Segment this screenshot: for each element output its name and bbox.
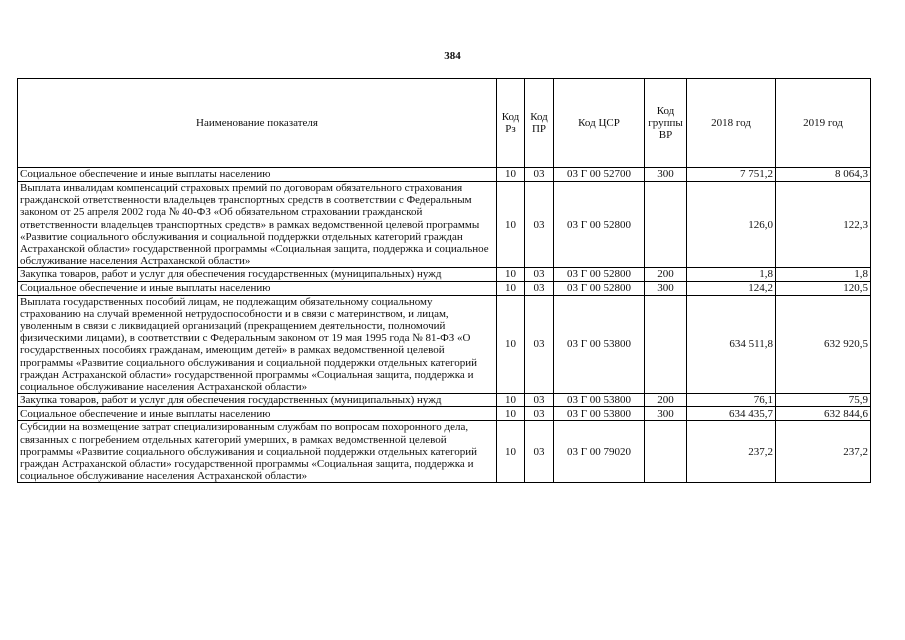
row-rz: 10	[497, 394, 525, 407]
row-rz: 10	[497, 421, 525, 483]
page-number: 384	[444, 50, 461, 62]
row-rz: 10	[497, 281, 525, 295]
row-pr: 03	[525, 295, 554, 394]
row-vr: 200	[645, 394, 687, 407]
row-2019: 120,5	[776, 281, 871, 295]
row-pr: 03	[525, 168, 554, 182]
row-csr: 03 Г 00 53800	[554, 394, 645, 407]
header-pr: Код ПР	[525, 79, 554, 168]
header-vr: Код группы ВР	[645, 79, 687, 168]
table-row	[18, 407, 871, 421]
row-pr: 03	[525, 407, 554, 421]
row-pr: 03	[525, 281, 554, 295]
row-vr	[645, 421, 687, 483]
row-rz: 10	[497, 268, 525, 281]
row-2019: 75,9	[776, 394, 871, 407]
table-row	[18, 421, 871, 483]
row-2018: 126,0	[687, 182, 776, 268]
table-row	[18, 281, 871, 295]
row-2019: 632 844,6	[776, 407, 871, 421]
row-vr: 200	[645, 268, 687, 281]
row-2019: 1,8	[776, 268, 871, 281]
row-csr: 03 Г 00 79020	[554, 421, 645, 483]
header-rz: Код Рз	[497, 79, 525, 168]
row-vr	[645, 295, 687, 394]
row-2018: 7 751,2	[687, 168, 776, 182]
row-2019: 632 920,5	[776, 295, 871, 394]
row-rz: 10	[497, 407, 525, 421]
row-2018: 1,8	[687, 268, 776, 281]
row-vr: 300	[645, 168, 687, 182]
table-row	[18, 168, 871, 182]
row-rz: 10	[497, 295, 525, 394]
row-rz: 10	[497, 182, 525, 268]
row-name: Выплата инвалидам компенсаций страховых премий по договорам обязательного страхования гражданской ответственности владельцев транспортных средств в соответствии с Федеральным законом от 25 апреля 2002 года № 40-ФЗ «Об обязательном страховании гражданской ответственности владельцев транспортных средств» в рамках ведомственной целевой программы «Развитие социального обслуживания и социальной поддержки отдельных категорий граждан Астраханской области» государственной программы «Социальная защита, поддержка и социальное обслуживание населения Астраханской области»	[18, 182, 497, 268]
row-name: Закупка товаров, работ и услуг для обеспечения государственных (муниципальных) нужд	[18, 268, 497, 281]
row-csr: 03 Г 00 52800	[554, 268, 645, 281]
row-pr: 03	[525, 394, 554, 407]
table-row	[18, 182, 871, 268]
row-pr: 03	[525, 268, 554, 281]
row-csr: 03 Г 00 52700	[554, 168, 645, 182]
row-name: Субсидии на возмещение затрат специализированным службам по вопросам похоронного дела, связанных с погребением отдельных категорий умерших, в рамках ведомственной целевой программы «Развитие социального обслуживания и социальной поддержки отдельных категорий граждан Астраханской области» государственной программы «Социальная защита, поддержка и социальное обслуживание населения Астраханской области»	[18, 421, 497, 483]
row-name: Выплата государственных пособий лицам, не подлежащим обязательному социальному страхованию на случай временной нетрудоспособности и в связи с материнством, и лицам, уволенным в связи с ликвидацией организаций (прекращением деятельности, полномочий физическими лицами), в соответствии с Федеральным законом от 19 мая 1995 года № 81-ФЗ «О государственных пособиях гражданам, имеющим детей» в рамках ведомственной целевой программы «Развитие социального обслуживания и социальной поддержки отдельных категорий граждан Астраханской области» государственной программы «Социальная защита, поддержка и социальное обслуживание населения Астраханской области»	[18, 295, 497, 394]
header-name: Наименование показателя	[18, 79, 497, 168]
row-2018: 76,1	[687, 394, 776, 407]
row-name: Социальное обеспечение и иные выплаты населению	[18, 407, 497, 421]
row-vr: 300	[645, 281, 687, 295]
row-rz: 10	[497, 168, 525, 182]
table-row	[18, 268, 871, 281]
row-2018: 634 511,8	[687, 295, 776, 394]
table-row	[18, 394, 871, 407]
row-name: Закупка товаров, работ и услуг для обеспечения государственных (муниципальных) нужд	[18, 394, 497, 407]
budget-table	[17, 78, 871, 483]
row-2018: 237,2	[687, 421, 776, 483]
row-pr: 03	[525, 182, 554, 268]
row-2019: 122,3	[776, 182, 871, 268]
row-csr: 03 Г 00 53800	[554, 295, 645, 394]
row-csr: 03 Г 00 52800	[554, 281, 645, 295]
row-csr: 03 Г 00 52800	[554, 182, 645, 268]
header-2018: 2018 год	[687, 79, 776, 168]
row-2018: 124,2	[687, 281, 776, 295]
row-2019: 8 064,3	[776, 168, 871, 182]
row-csr: 03 Г 00 53800	[554, 407, 645, 421]
table-row	[18, 295, 871, 394]
row-name: Социальное обеспечение и иные выплаты населению	[18, 281, 497, 295]
row-2018: 634 435,7	[687, 407, 776, 421]
row-pr: 03	[525, 421, 554, 483]
row-name: Социальное обеспечение и иные выплаты населению	[18, 168, 497, 182]
header-row	[18, 79, 871, 168]
header-2019: 2019 год	[776, 79, 871, 168]
header-csr: Код ЦСР	[554, 79, 645, 168]
row-vr: 300	[645, 407, 687, 421]
row-vr	[645, 182, 687, 268]
row-2019: 237,2	[776, 421, 871, 483]
